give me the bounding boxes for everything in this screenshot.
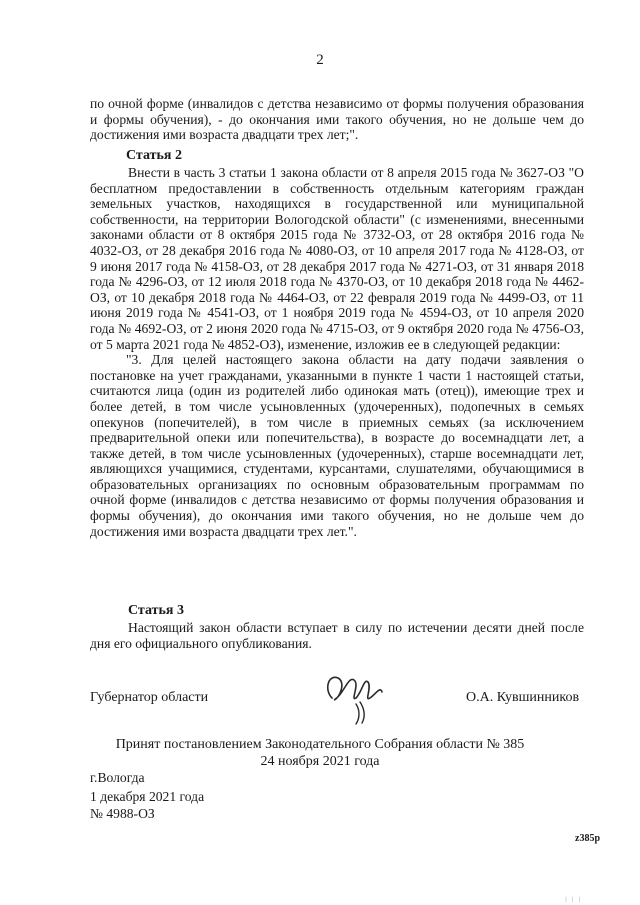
adoption-line-1: Принят постановлением Законодательного Собрания области № 385	[115, 737, 525, 752]
place: г.Вологда	[90, 770, 145, 785]
intro-paragraph	[90, 96, 584, 143]
adoption-line-2: 24 ноября 2021 года	[260, 754, 380, 769]
article2-section	[90, 165, 584, 539]
signatory-position: Губернатор области	[90, 690, 209, 705]
article3-section	[90, 620, 584, 651]
law-number: № 4988-ОЗ	[90, 806, 155, 821]
document-code: z385p	[575, 833, 600, 844]
scan-marks: | | |	[565, 897, 582, 903]
intro-text: по очной форме (инвалидов с детства независимо от формы получения образования и формы обучения), - до окончания ими такого обучения, но не дольше чем до достижения ими возраста двадцати трех лет;".	[90, 96, 584, 143]
signatory-name: О.А. Кувшинников	[466, 690, 580, 705]
article3-body: Настоящий закон области вступает в силу по истечении десяти дней после дня его официального опубликования.	[90, 620, 584, 651]
article2-body: Внести в часть 3 статьи 1 закона области от 8 апреля 2015 года № 3627-ОЗ "О бесплатном предоставлении в собственность отдельным категориям граждан земельных участков, находящихся в государственной или муниципальной собственности, на территории Вологодской области" (с изменениями, внесенными законами области от 8 октября 2015 года № 3732-ОЗ, от 28 октября 2016 года № 4032-ОЗ, от 28 декабря 2016 года № 4080-ОЗ, от 10 апреля 2017 года № 4128-ОЗ, от 9 июня 2017 года № 4158-ОЗ, от 28 декабря 2017 года № 4271-ОЗ, от 31 января 2018 года № 4296-ОЗ, от 12 июля 2018 года № 4370-ОЗ, от 10 декабря 2018 года № 4462-ОЗ, от 10 декабря 2018 года № 4464-ОЗ, от 22 февраля 2019 года № 4499-ОЗ, от 11 июня 2019 года № 4541-ОЗ, от 1 ноября 2019 года № 4594-ОЗ, от 10 апреля 2020 года № 4692-ОЗ, от 2 июня 2020 года № 4715-ОЗ, от 9 октября 2020 года № 4756-ОЗ, от 5 марта 2021 года № 4852-ОЗ), изменение, изложив ее в следующей редакции:	[90, 165, 584, 352]
article2-heading: Статья 2	[126, 148, 182, 163]
page-number: 2	[316, 52, 324, 68]
article2-quote: "3. Для целей настоящего закона области на дату подачи заявления о постановке на учет гражданами, указанными в пункте 1 части 1 настоящей статьи, считаются лица (один из родителей либо одинокая мать (отец)), имеющие трех и более детей, в том числе усыновленных (удочеренных), подопечных в семьях опекунов (попечителей), в том числе в приемных семьях (за исключением предварительной опеки или попечительства), в возрасте до восемнадцати лет, а также детей, в том числе усыновленных (удочеренных), старше восемнадцати лет, являющихся учащимися, студентами, курсантами, слушателями, обучающимися в образовательных организациях по основным образовательным программам по очной форме (инвалидов с детства независимо от формы получения образования и формы обучения), до окончания ими такого обучения, но не дольше чем до достижения ими возраста двадцати трех лет.".	[90, 352, 584, 539]
signing-date: 1 декабря 2021 года	[90, 789, 205, 804]
handwritten-signature	[320, 668, 390, 726]
article3-heading: Статья 3	[128, 603, 184, 618]
